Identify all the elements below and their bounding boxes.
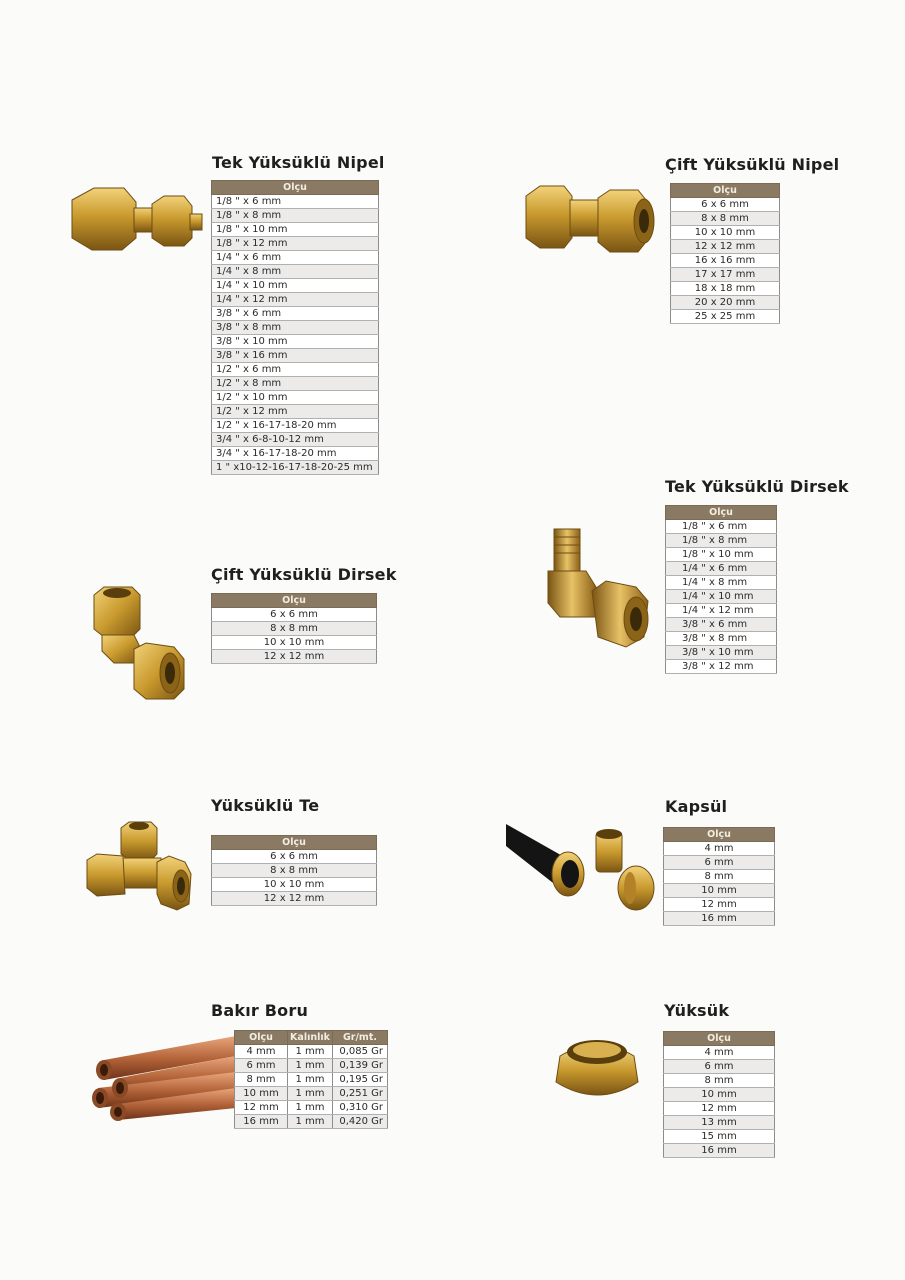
table-cell: 6 mm	[235, 1059, 288, 1073]
table-cell: 16 mm	[664, 1144, 775, 1158]
table-header-gr: Gr/mt.	[333, 1031, 388, 1045]
table-cell: 1 " x10-12-16-17-18-20-25 mm	[212, 461, 379, 475]
table-cell: 1/8 " x 10 mm	[212, 223, 379, 237]
table-cell: 1/8 " x 6 mm	[212, 195, 379, 209]
table-tek-yuksuklu-nipel	[211, 180, 379, 475]
table-cell: 1/8 " x 8 mm	[212, 209, 379, 223]
table-cell: 10 x 10 mm	[212, 636, 377, 650]
table-cell: 0,310 Gr	[333, 1101, 388, 1115]
table-yuksuk	[663, 1031, 775, 1158]
table-header: Olçu	[666, 506, 777, 520]
table-cell: 8 x 8 mm	[212, 864, 377, 878]
table-cell: 3/8 " x 16 mm	[212, 349, 379, 363]
table-cell: 12 x 12 mm	[671, 240, 780, 254]
ferrule-image	[552, 1032, 642, 1110]
table-cell: 1/4 " x 12 mm	[212, 293, 379, 307]
title-cift-yuksuklu-dirsek: Çift Yüksüklü Dirsek	[211, 565, 397, 584]
table-cift-yuksuklu-dirsek	[211, 593, 377, 664]
table-cell: 1/2 " x 8 mm	[212, 377, 379, 391]
table-cell: 1/2 " x 16-17-18-20 mm	[212, 419, 379, 433]
table-cell: 1 mm	[288, 1087, 333, 1101]
table-cell: 4 mm	[664, 842, 775, 856]
table-header: Olçu	[664, 1032, 775, 1046]
table-cell: 6 x 6 mm	[212, 850, 377, 864]
table-cell: 12 mm	[235, 1101, 288, 1115]
table-cell: 1 mm	[288, 1115, 333, 1129]
table-kapsul	[663, 827, 775, 926]
title-yuksuklu-te: Yüksüklü Te	[211, 796, 320, 815]
table-cell: 16 mm	[235, 1115, 288, 1129]
table-header: Olçu	[664, 828, 775, 842]
table-cift-yuksuklu-nipel	[670, 183, 780, 324]
table-cell: 1/2 " x 10 mm	[212, 391, 379, 405]
table-header: Olçu	[671, 184, 780, 198]
table-cell: 1/4 " x 12 mm	[666, 604, 777, 618]
table-cell: 1/4 " x 8 mm	[666, 576, 777, 590]
table-cell: 17 x 17 mm	[671, 268, 780, 282]
single-elbow-image	[540, 525, 655, 655]
table-cell: 12 x 12 mm	[212, 650, 377, 664]
table-cell: 1/4 " x 6 mm	[212, 251, 379, 265]
table-cell: 1/8 " x 6 mm	[666, 520, 777, 534]
title-cift-yuksuklu-nipel: Çift Yüksüklü Nipel	[665, 155, 840, 174]
table-header: Olçu	[212, 594, 377, 608]
capsule-image	[506, 822, 658, 914]
table-cell: 8 mm	[235, 1073, 288, 1087]
table-cell: 8 mm	[664, 1074, 775, 1088]
table-cell: 20 x 20 mm	[671, 296, 780, 310]
table-cell: 1 mm	[288, 1101, 333, 1115]
table-cell: 0,139 Gr	[333, 1059, 388, 1073]
table-header-kalinlik: Kalınlık	[288, 1031, 333, 1045]
title-bakir-boru: Bakır Boru	[211, 1001, 309, 1020]
tee-fitting-image	[85, 820, 195, 912]
table-cell: 16 mm	[664, 912, 775, 926]
table-cell: 3/4 " x 16-17-18-20 mm	[212, 447, 379, 461]
table-cell: 3/8 " x 10 mm	[212, 335, 379, 349]
table-cell: 3/8 " x 10 mm	[666, 646, 777, 660]
table-tek-yuksuklu-dirsek	[665, 505, 777, 674]
table-cell: 10 x 10 mm	[671, 226, 780, 240]
copper-pipe-image	[90, 1032, 240, 1122]
table-cell: 3/8 " x 6 mm	[212, 307, 379, 321]
table-cell: 1/2 " x 6 mm	[212, 363, 379, 377]
table-cell: 10 mm	[664, 1088, 775, 1102]
table-cell: 1/4 " x 6 mm	[666, 562, 777, 576]
table-cell: 0,085 Gr	[333, 1045, 388, 1059]
table-cell: 3/8 " x 8 mm	[212, 321, 379, 335]
table-cell: 0,251 Gr	[333, 1087, 388, 1101]
straight-nipple-image	[64, 180, 204, 275]
table-cell: 25 x 25 mm	[671, 310, 780, 324]
table-cell: 8 mm	[664, 870, 775, 884]
table-cell: 15 mm	[664, 1130, 775, 1144]
table-cell: 6 x 6 mm	[671, 198, 780, 212]
title-yuksuk: Yüksük	[664, 1001, 730, 1020]
table-cell: 1/8 " x 8 mm	[666, 534, 777, 548]
table-cell: 10 mm	[235, 1087, 288, 1101]
title-kapsul: Kapsül	[665, 797, 728, 816]
table-cell: 1/8 " x 10 mm	[666, 548, 777, 562]
table-header: Olçu	[212, 836, 377, 850]
table-cell: 10 mm	[664, 884, 775, 898]
table-cell: 1/8 " x 12 mm	[212, 237, 379, 251]
table-cell: 1/2 " x 12 mm	[212, 405, 379, 419]
table-cell: 10 x 10 mm	[212, 878, 377, 892]
table-cell: 3/8 " x 8 mm	[666, 632, 777, 646]
table-cell: 16 x 16 mm	[671, 254, 780, 268]
table-cell: 12 x 12 mm	[212, 892, 377, 906]
table-cell: 1 mm	[288, 1073, 333, 1087]
table-cell: 4 mm	[664, 1046, 775, 1060]
table-cell: 3/4 " x 6-8-10-12 mm	[212, 433, 379, 447]
table-cell: 8 x 8 mm	[212, 622, 377, 636]
table-cell: 0,195 Gr	[333, 1073, 388, 1087]
table-cell: 1/4 " x 10 mm	[212, 279, 379, 293]
table-header-olcu: Olçu	[235, 1031, 288, 1045]
table-cell: 4 mm	[235, 1045, 288, 1059]
table-cell: 1/4 " x 8 mm	[212, 265, 379, 279]
table-cell: 3/8 " x 6 mm	[666, 618, 777, 632]
title-tek-yuksuklu-dirsek: Tek Yüksüklü Dirsek	[665, 477, 849, 496]
table-cell: 12 mm	[664, 898, 775, 912]
table-cell: 6 x 6 mm	[212, 608, 377, 622]
table-cell: 0,420 Gr	[333, 1115, 388, 1129]
table-cell: 1 mm	[288, 1045, 333, 1059]
table-cell: 8 x 8 mm	[671, 212, 780, 226]
table-cell: 1 mm	[288, 1059, 333, 1073]
title-tek-yuksuklu-nipel: Tek Yüksüklü Nipel	[212, 153, 385, 172]
table-cell: 1/4 " x 10 mm	[666, 590, 777, 604]
table-cell: 6 mm	[664, 856, 775, 870]
table-header: Olçu	[212, 181, 379, 195]
table-cell: 6 mm	[664, 1060, 775, 1074]
double-elbow-image	[88, 585, 188, 705]
table-yuksuklu-te	[211, 835, 377, 906]
table-cell: 3/8 " x 12 mm	[666, 660, 777, 674]
table-cell: 18 x 18 mm	[671, 282, 780, 296]
table-bakir-boru	[234, 1030, 388, 1129]
union-nipple-image	[520, 182, 660, 262]
table-cell: 12 mm	[664, 1102, 775, 1116]
table-cell: 13 mm	[664, 1116, 775, 1130]
